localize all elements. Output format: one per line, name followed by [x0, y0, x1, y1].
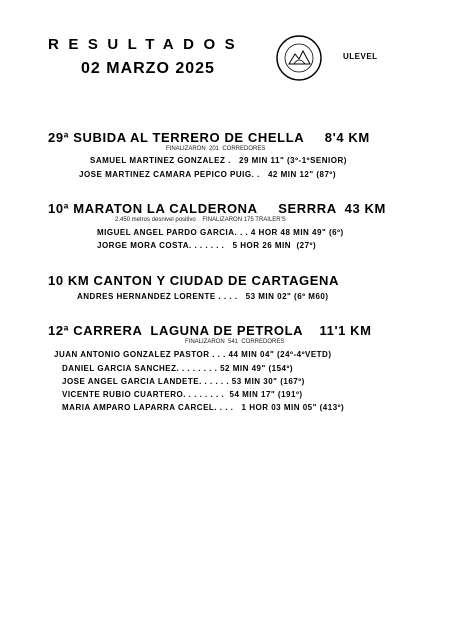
result-line: DANIEL GARCIA SANCHEZ. . . . . . . . 52 MIN 49" (154º): [62, 364, 294, 373]
result-line: VICENTE RUBIO CUARTERO. . . . . . . . 54 MIN 17" (191º): [62, 390, 303, 399]
race-title: 10 KM CANTON Y CIUDAD DE CARTAGENA: [48, 273, 340, 288]
result-line: JORGE MORA COSTA. . . . . . . 5 HOR 26 MIN (27º): [97, 241, 317, 250]
result-line: JOSE ANGEL GARCIA LANDETE. . . . . . 53 MIN 30" (167º): [62, 377, 305, 386]
page-title: RESULTADOS: [48, 36, 245, 53]
race-title: 12ª CARRERA LAGUNA DE PETROLA 11'1 KM: [48, 323, 372, 338]
club-logo: [275, 34, 323, 82]
race-note: FINALIZARON 541 CORREDORES: [185, 339, 285, 345]
brand-name: ULEVEL: [343, 52, 378, 61]
event-date: 02 MARZO 2025: [81, 60, 215, 77]
result-line: MARIA AMPARO LAPARRA CARCEL. . . . 1 HOR 03 MIN 05" (413º): [62, 403, 345, 412]
race-note: FINALIZARON 201 CORREDORES: [166, 146, 266, 152]
race-title: 10ª MARATON LA CALDERONA SERRRA 43 KM: [48, 201, 386, 216]
result-line: JUAN ANTONIO GONZALEZ PASTOR . . . 44 MIN 04" (24º-4ºVETD): [54, 350, 332, 359]
result-line: MIGUEL ANGEL PARDO GARCIA. . . 4 HOR 48 MIN 49" (6º): [97, 228, 344, 237]
result-line: SAMUEL MARTINEZ GONZALEZ . 29 MIN 11" (3º-1ºSENIOR): [90, 156, 347, 165]
result-line: ANDRES HERNANDEZ LORENTE . . . . 53 MIN 02" (6º M60): [77, 292, 329, 301]
result-line: JOSE MARTINEZ CAMARA PEPICO PUIG. . 42 MIN 12" (87º): [79, 170, 337, 179]
race-title: 29ª SUBIDA AL TERRERO DE CHELLA 8'4 KM: [48, 130, 370, 145]
race-note: 2.450 metros desnivel positivo FINALIZARON 175 TRAILER'S: [115, 217, 286, 223]
